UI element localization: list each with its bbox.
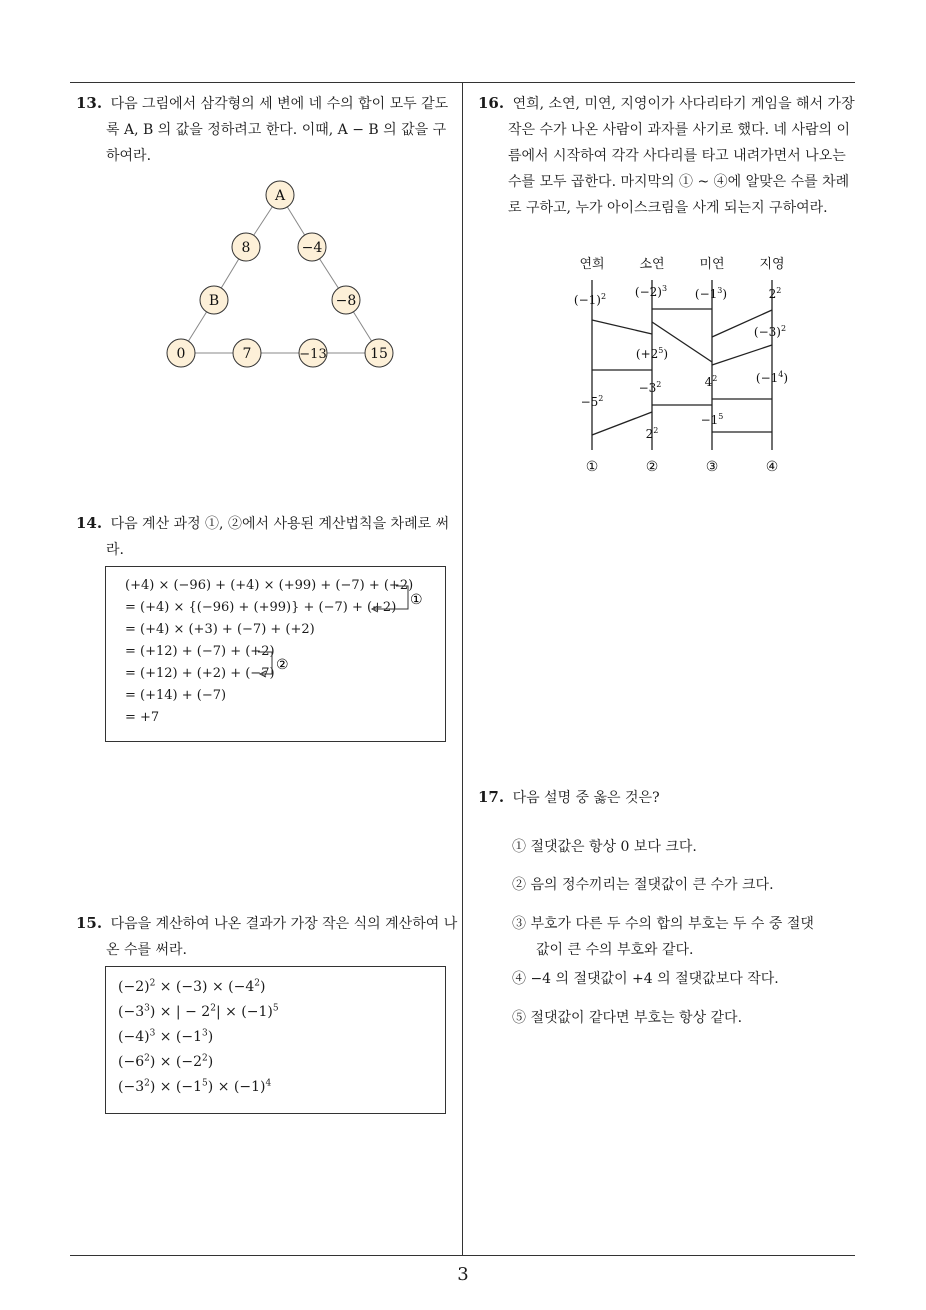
node-minus13: −13 [299, 347, 327, 362]
name-soyeon: 소연 [639, 257, 665, 272]
triangle-diagram [160, 175, 400, 375]
calc-line: (+4) × (−96) + (+4) × (+99) + (−7) + (+2) [125, 578, 414, 593]
choice-3: ③ 부호가 다른 두 수의 합의 부호는 두 수 중 절댓 [512, 916, 814, 932]
expression: $(-2)^2 \times (-3) \times (-4^2)$ [118, 978, 266, 995]
ladder-value: $(-1^4)$ [755, 370, 789, 385]
bracket-arrows [106, 567, 445, 741]
node-b: B [208, 293, 220, 309]
expression: $(-6^2) \times (-2^2)$ [118, 1053, 214, 1070]
expression-box [105, 966, 446, 1114]
mark-1: ① [410, 592, 423, 608]
calc-line: = +7 [125, 710, 160, 725]
ladder-value: $(-3)^2$ [753, 324, 787, 339]
expression: $(-3^2) \times (-1^5) \times (-1)^4$ [118, 1078, 272, 1095]
calc-line: = (+12) + (+2) + (−7) [125, 666, 275, 681]
problem-14 [76, 510, 458, 563]
mark-2: ② [276, 657, 289, 673]
page-number: 3 [457, 1264, 469, 1285]
problem-text: 다음 계산 과정 ①, ②에서 사용된 계산법칙을 차례로 써라. [106, 516, 450, 558]
problem-15 [76, 910, 458, 963]
node-minus8: −8 [335, 293, 357, 309]
name-yeonhee: 연희 [579, 257, 605, 272]
expression: $(-4)^3 \times (-1^3)$ [118, 1028, 214, 1045]
node-7: 7 [242, 346, 252, 362]
ladder-value: $2^2$ [768, 286, 782, 301]
choice-2: ② 음의 정수끼리는 절댓값이 큰 수가 크다. [512, 877, 774, 893]
problem-text: 다음 설명 중 옳은 것은? [512, 790, 660, 806]
problem-text: 다음 그림에서 삼각형의 세 변에 네 수의 합이 모두 같도록 A, B 의 값을 정하려고 한다. 이때, A − B 의 값을 구하여라. [106, 96, 449, 164]
calc-line: = (+4) × (+3) + (−7) + (+2) [125, 622, 315, 637]
ladder-value: $2^2$ [645, 426, 659, 441]
calc-line: = (+14) + (−7) [125, 688, 227, 703]
node-15: 15 [370, 346, 388, 362]
ladder-end-1: ① [585, 459, 599, 475]
ladder-end-2: ② [645, 459, 659, 475]
node-minus4: −4 [301, 240, 323, 256]
problem-17 [478, 784, 858, 811]
ladder-value: $-1^5$ [700, 412, 724, 427]
ladder-value: $-5^2$ [580, 394, 604, 409]
ladder-value: $4^2$ [704, 374, 718, 389]
problem-number: 15. [76, 914, 103, 932]
ladder-value: $(-1)^2$ [573, 292, 607, 307]
ladder-end-3: ③ [705, 459, 719, 475]
name-jiyoung: 지영 [759, 257, 785, 272]
ladder-value: $-3^2$ [638, 380, 662, 395]
problem-13 [76, 90, 458, 169]
ladder-value: $(+2^5)$ [635, 346, 669, 361]
problem-number: 16. [478, 94, 505, 112]
problem-text: 다음을 계산하여 나온 결과가 가장 작은 식의 계산하여 나온 수를 써라. [106, 916, 458, 958]
problem-16 [478, 90, 858, 221]
name-miyeon: 미연 [699, 257, 725, 272]
ladder-value: $(-1^3)$ [694, 286, 728, 301]
node-8: 8 [241, 240, 251, 256]
problem-number: 13. [76, 94, 103, 112]
node-0: 0 [176, 346, 186, 362]
choice-5: ⑤ 절댓값이 같다면 부호는 항상 같다. [512, 1010, 743, 1026]
problem-text: 연희, 소연, 미연, 지영이가 사다리타기 게임을 해서 가장 작은 수가 나온 사람이 과자를 사기로 했다. 네 사람의 이름에서 시작하여 각각 사다리를 타고 내려가면서 나오는 수를 모두 곱한다. 마지막의 ① ~ ④에 알맞은 수를 차례로 구하고, 누가 아이스크림을 사게 되는지 구하여라. [508, 96, 855, 216]
ladder-end-4: ④ [765, 459, 779, 475]
problem-number: 14. [76, 514, 103, 532]
calculation-box [105, 566, 446, 742]
ladder-value: $(-2)^3$ [634, 284, 668, 299]
choice-4: ④ −4 의 절댓값이 +4 의 절댓값보다 작다. [512, 971, 779, 987]
expression: $(-3^3)$ × | − $2^2| \times (-1)^5$ [118, 1003, 279, 1020]
ladder-diagram [570, 252, 800, 480]
choice-1: ① 절댓값은 항상 0 보다 크다. [512, 839, 697, 855]
bottom-rule [70, 1255, 855, 1256]
choice-3-continued: 값이 큰 수의 부호와 같다. [536, 942, 694, 958]
node-a: A [274, 188, 286, 204]
calc-line: = (+12) + (−7) + (+2) [125, 644, 275, 659]
column-divider [462, 82, 463, 1256]
calc-line: = (+4) × {(−96) + (+99)} + (−7) + (+2) [125, 600, 397, 615]
problem-number: 17. [478, 788, 505, 806]
